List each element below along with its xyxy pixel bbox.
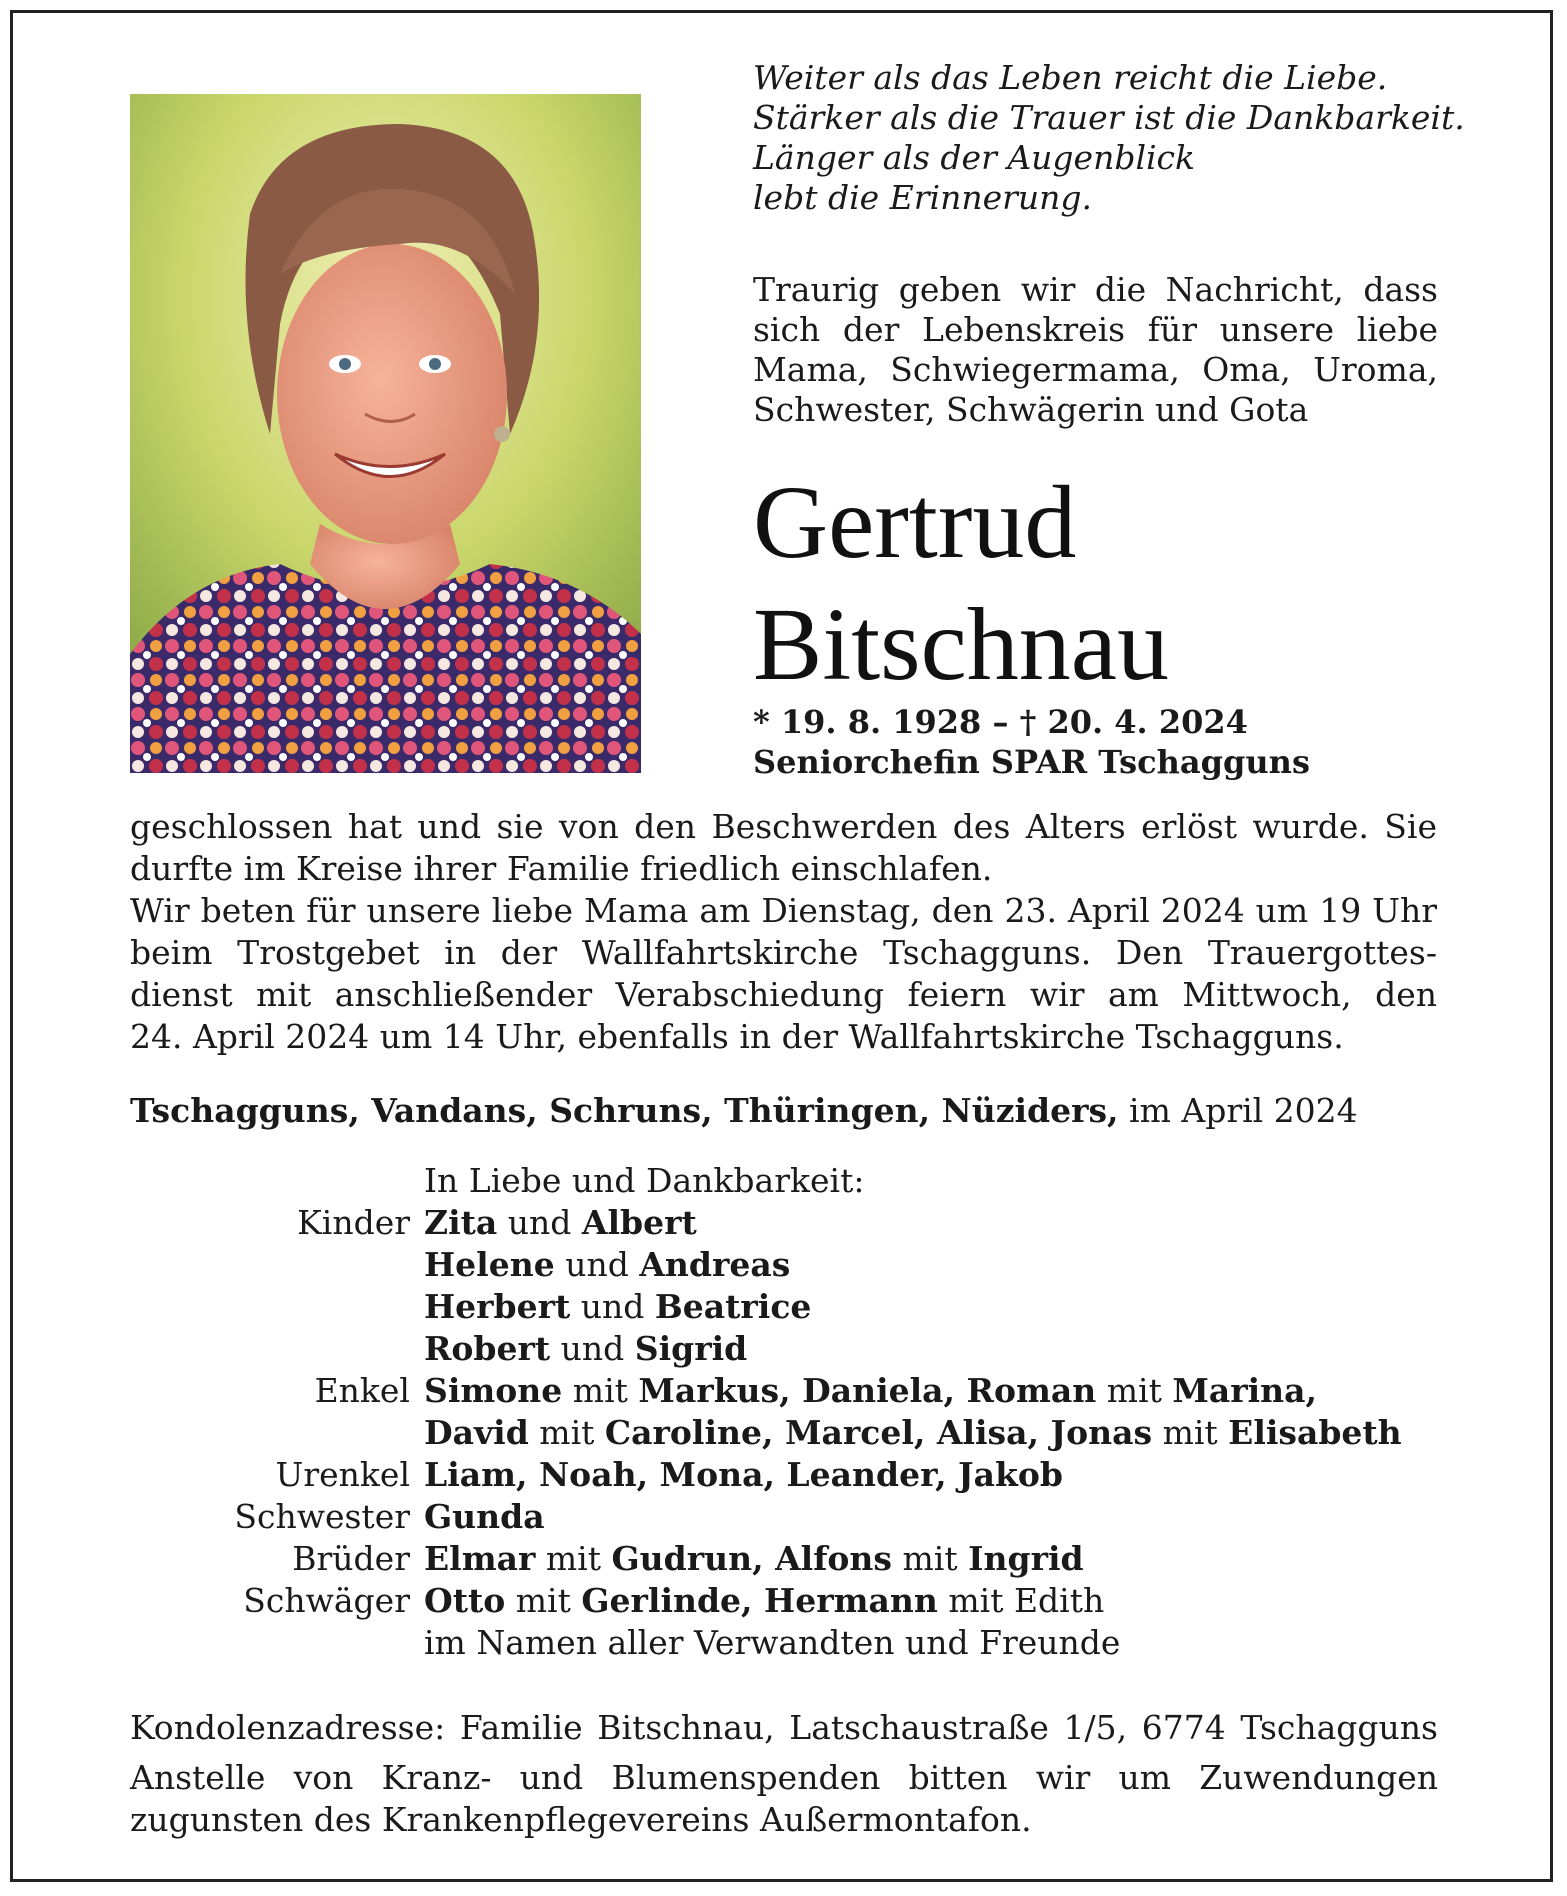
relative-name: Caroline, Marcel, Alisa, Jonas — [604, 1413, 1153, 1452]
relative-names — [424, 1412, 1402, 1454]
relative-name: Liam, Noah, Mona, Leander, Jakob — [424, 1455, 1063, 1494]
relative-names — [424, 1286, 811, 1328]
relative-name: Ingrid — [968, 1539, 1084, 1578]
family-row — [130, 1580, 1440, 1622]
deceased-name — [753, 462, 1169, 706]
relation-label — [130, 1244, 424, 1286]
family-row — [130, 1496, 1440, 1538]
places-line — [130, 1090, 1358, 1132]
relative-name: Simone — [424, 1371, 563, 1410]
relation-label: Kinder — [297, 1203, 410, 1242]
connector-text: mit — [528, 1413, 605, 1452]
connector-text: und — [550, 1329, 635, 1368]
relation-label: Schwäger — [243, 1581, 410, 1620]
relative-name: Elisabeth — [1228, 1413, 1402, 1452]
family-row — [130, 1370, 1440, 1412]
intro-line: Traurig geben wir die Nachricht, dass — [753, 270, 1438, 309]
family-row — [130, 1622, 1440, 1664]
family-row — [130, 1286, 1440, 1328]
connector-text: im Namen aller Verwandten und Freunde — [424, 1623, 1121, 1662]
family-row — [130, 1202, 1440, 1244]
relative-name: Elmar — [424, 1539, 536, 1578]
places-date: im April 2024 — [1118, 1091, 1358, 1130]
body-line: beim Trostgebet in der Wallfahrtskirche Tschagguns. Den Trauergottes- — [130, 933, 1437, 972]
quote-line: Weiter als das Leben reicht die Liebe. — [753, 58, 1388, 97]
family-row — [130, 1244, 1440, 1286]
relative-names — [424, 1328, 747, 1370]
relation-label: Brüder — [292, 1539, 410, 1578]
last-name: Bitschnau — [753, 587, 1169, 702]
relative-name: Helene — [424, 1245, 555, 1284]
life-dates: * 19. 8. 1928 – † 20. 4. 2024 — [753, 703, 1248, 741]
condolence-address: Kondolenzadresse: Familie Bitschnau, Latschaustraße 1/5, 6774 Tschagguns — [130, 1708, 1438, 1747]
intro-line: sich der Lebenskreis für unsere liebe — [753, 310, 1438, 349]
memorial-quote — [753, 58, 1465, 218]
family-row — [130, 1538, 1440, 1580]
connector-text: mit Edith — [937, 1581, 1105, 1620]
relation-label: Enkel — [314, 1371, 410, 1410]
quote-line: Länger als der Augenblick — [753, 138, 1196, 177]
family-row — [130, 1328, 1440, 1370]
body-paragraph — [130, 806, 1437, 1058]
relation-label: Schwester — [234, 1497, 410, 1536]
body-line: 24. April 2024 um 14 Uhr, ebenfalls in der Wallfahrtskirche Tschagguns. — [130, 1017, 1344, 1056]
connector-text: und — [554, 1245, 640, 1284]
connector-text: mit — [535, 1539, 612, 1578]
relative-name: Marina, — [1172, 1371, 1318, 1410]
quote-line: lebt die Erinnerung. — [753, 178, 1093, 217]
relation-label — [130, 1286, 424, 1328]
family-row — [130, 1412, 1440, 1454]
relation-label: Urenkel — [275, 1455, 410, 1494]
intro-line: Mama, Schwiegermama, Oma, Uroma, — [753, 350, 1438, 389]
body-line: Wir beten für unsere liebe Mama am Dienstag, den 23. April 2024 um 19 Uhr — [130, 891, 1437, 930]
relative-name: Albert — [581, 1203, 697, 1242]
donation-line: zugunsten des Krankenpflegevereins Außermontafon. — [130, 1800, 1032, 1839]
family-greeting: In Liebe und Dankbarkeit: — [424, 1161, 865, 1200]
relation-label — [130, 1328, 424, 1370]
relative-name: Andreas — [639, 1245, 791, 1284]
connector-text: mit — [892, 1539, 969, 1578]
relative-names — [424, 1496, 545, 1538]
connector-text: mit — [1096, 1371, 1173, 1410]
first-name: Gertrud — [753, 465, 1077, 580]
connector-text: und — [497, 1203, 582, 1242]
relative-name: Zita — [424, 1203, 498, 1242]
donation-line: Anstelle von Kranz- und Blumenspenden bitten wir um Zuwendungen — [130, 1758, 1438, 1797]
life-details — [753, 702, 1310, 782]
intro-line: Schwester, Schwägerin und Gota — [753, 390, 1309, 429]
relative-name: Gunda — [424, 1497, 545, 1536]
relative-name: Herbert — [424, 1287, 571, 1326]
relative-name: Otto — [424, 1581, 506, 1620]
body-line: durfte im Kreise ihrer Familie friedlich einschlafen. — [130, 849, 993, 888]
relative-names — [424, 1580, 1104, 1622]
relation-label — [130, 1622, 424, 1664]
relative-names — [424, 1244, 790, 1286]
family-row — [130, 1454, 1440, 1496]
relative-names — [424, 1538, 1084, 1580]
relative-name: Robert — [424, 1329, 551, 1368]
connector-text: und — [570, 1287, 655, 1326]
relative-name: Gudrun, Alfons — [611, 1539, 892, 1578]
places-names: Tschagguns, Vandans, Schruns, Thüringen, Nüziders, — [130, 1091, 1119, 1130]
family-list — [130, 1160, 1440, 1664]
portrait-illustration — [130, 94, 641, 773]
relative-names — [424, 1622, 1120, 1664]
relative-names — [424, 1202, 697, 1244]
relative-names — [424, 1454, 1063, 1496]
body-line: dienst mit anschließender Verabschiedung feiern wir am Mittwoch, den — [130, 975, 1437, 1014]
relative-name: Sigrid — [634, 1329, 748, 1368]
relative-name: Gerlinde, Hermann — [581, 1581, 938, 1620]
quote-line: Stärker als die Trauer ist die Dankbarkeit. — [753, 98, 1465, 137]
portrait-photo — [130, 94, 641, 773]
relative-name: Beatrice — [654, 1287, 812, 1326]
deceased-title: Seniorchefin SPAR Tschagguns — [753, 743, 1310, 781]
family-rows — [130, 1202, 1440, 1664]
intro-paragraph — [753, 270, 1438, 430]
connector-text: mit — [505, 1581, 582, 1620]
footer — [130, 1707, 1438, 1841]
relative-name: David — [424, 1413, 529, 1452]
relation-label — [130, 1412, 424, 1454]
connector-text: mit — [1152, 1413, 1229, 1452]
connector-text: mit — [562, 1371, 639, 1410]
relative-name: Markus, Daniela, Roman — [638, 1371, 1097, 1410]
body-line: geschlossen hat und sie von den Beschwerden des Alters erlöst wurde. Sie — [130, 807, 1437, 846]
relative-names — [424, 1370, 1317, 1412]
